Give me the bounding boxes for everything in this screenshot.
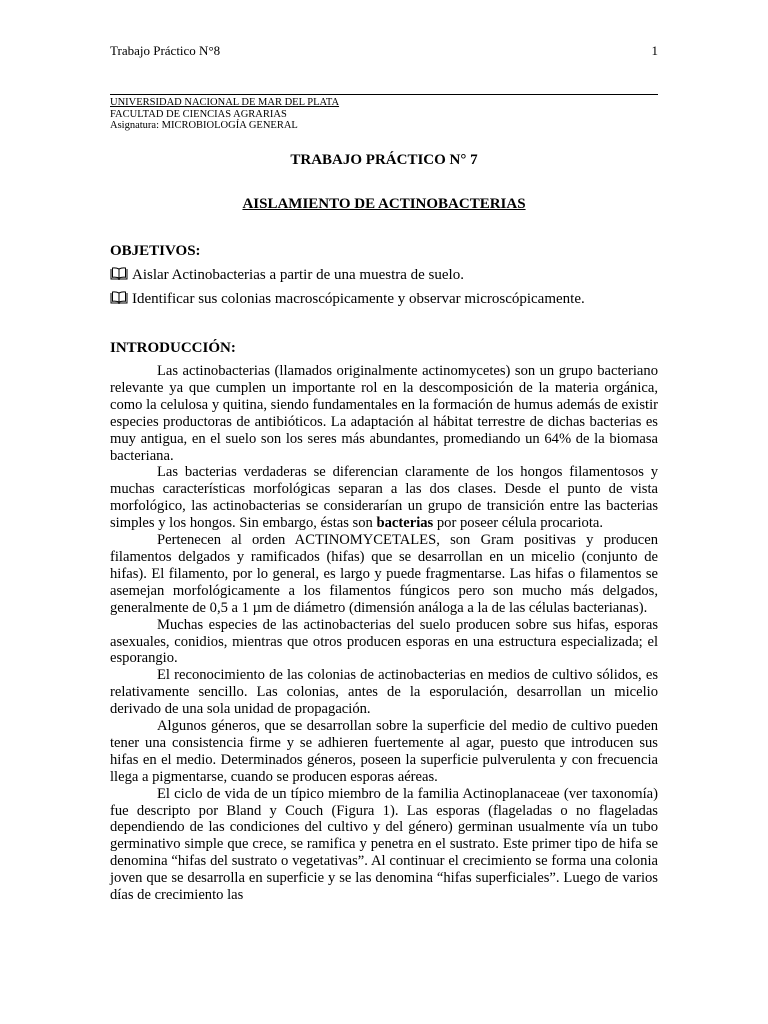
objectives-heading: OBJETIVOS:	[110, 243, 201, 259]
subject-name: Asignatura: MICROBIOLOGÍA GENERAL	[110, 120, 298, 131]
institution-block	[110, 97, 339, 132]
open-book-icon	[110, 291, 128, 304]
intro-paragraph: El ciclo de vida de un típico miembro de la familia Actinoplanaceae (ver taxonomía) fue descripto por Bland y Couch (Figura 1). Las esporas (flageladas o no flageladas dependiendo de las condiciones del cultivo y del género) germinan usualmente vía un tubo germinativo simple que crece, se ramifica y penetra en el sustrato. Este primer tipo de hifa se denomina “hifas del sustrato o vegetativas”. Al continuar el crecimiento se forma una colonia joven que se desarrolla en superficie y se las denomina “hifas superficiales”. Luego de varios días de crecimiento las	[110, 785, 658, 904]
intro-paragraph: Algunos géneros, que se desarrollan sobre la superficie del medio de cultivo pueden tener una consistencia firme y se adhieren fuertemente al agar, puesto que introducen sus hifas en el medio. Determinados géneros, poseen la superficie pulverulenta y con frecuencia llega a pigmentarse, cuando se producen esporas aéreas.	[110, 718, 658, 785]
intro-paragraph: El reconocimiento de las colonias de actinobacterias en medios de cultivo sólidos, es relativamente sencillo. Las colonias, antes de la esporulación, desarrollan un micelio derivado de una sola unidad de propagación.	[110, 667, 658, 718]
introduction-heading: INTRODUCCIÓN:	[110, 340, 236, 356]
emphasis-bacterias: bacterias	[376, 515, 434, 532]
objective-item	[110, 267, 464, 284]
open-book-icon	[110, 267, 128, 280]
introduction-body	[110, 363, 658, 904]
university-name: UNIVERSIDAD NACIONAL DE MAR DEL PLATA	[110, 97, 340, 108]
objective-text: Identificar sus colonias macroscópicamente y observar microscópicamente.	[132, 291, 585, 307]
objective-text: Aislar Actinobacterias a partir de una muestra de suelo.	[132, 267, 464, 283]
intro-paragraph: Las bacterias verdaderas se diferencian claramente de los hongos filamentosos y muchas características morfológicas separan a las dos clases. Desde el punto de vista morfológico, las actinobacterias se considerarían un grupo de transición entre las bacterias simples y los hongos. Sin embargo, éstas son bacterias por poseer célula procariota.	[110, 464, 658, 532]
header-divider	[110, 94, 658, 95]
intro-paragraph: Pertenecen al orden ACTINOMYCETALES, son Gram positivas y producen filamentos delgados y ramificados (hifas) que se desarrollan en un micelio (conjunto de hifas). El filamento, por lo general, es largo y puede fragmentarse. Las hifas o filamentos se asemejan morfológicamente a los filamentos fúngicos pero son mucho más delgados, generalmente de 0,5 a 1 µm de diámetro (dimensión análoga a la de las células bacterianas).	[110, 532, 658, 616]
intro-paragraph: Las actinobacterias (llamados originalmente actinomycetes) son un grupo bacteriano relevante ya que cumplen un importante rol en la descomposición de la materia orgánica, como la celulosa y quitina, siendo fundamentales en la formación de humus además de existir especies productoras de antibióticos. La adaptación al hábitat terrestre de dichas bacterias es muy antigua, en el suelo son los seres más abundantes, promediando un 64% de la biomasa bacteriana.	[110, 363, 658, 464]
objective-item	[110, 291, 585, 308]
document-subtitle: AISLAMIENTO DE ACTINOBACTERIAS	[242, 196, 526, 212]
intro-paragraph: Muchas especies de las actinobacterias del suelo producen sobre sus hifas, esporas asexuales, conidios, mientras que otros producen esporas en una estructura especializada; el esporangio.	[110, 616, 658, 667]
running-header: Trabajo Práctico N°8	[110, 43, 221, 58]
document-title: TRABAJO PRÁCTICO N° 7	[290, 152, 478, 168]
faculty-name: FACULTAD DE CIENCIAS AGRARIAS	[110, 108, 287, 120]
page-number: 1	[651, 43, 658, 58]
